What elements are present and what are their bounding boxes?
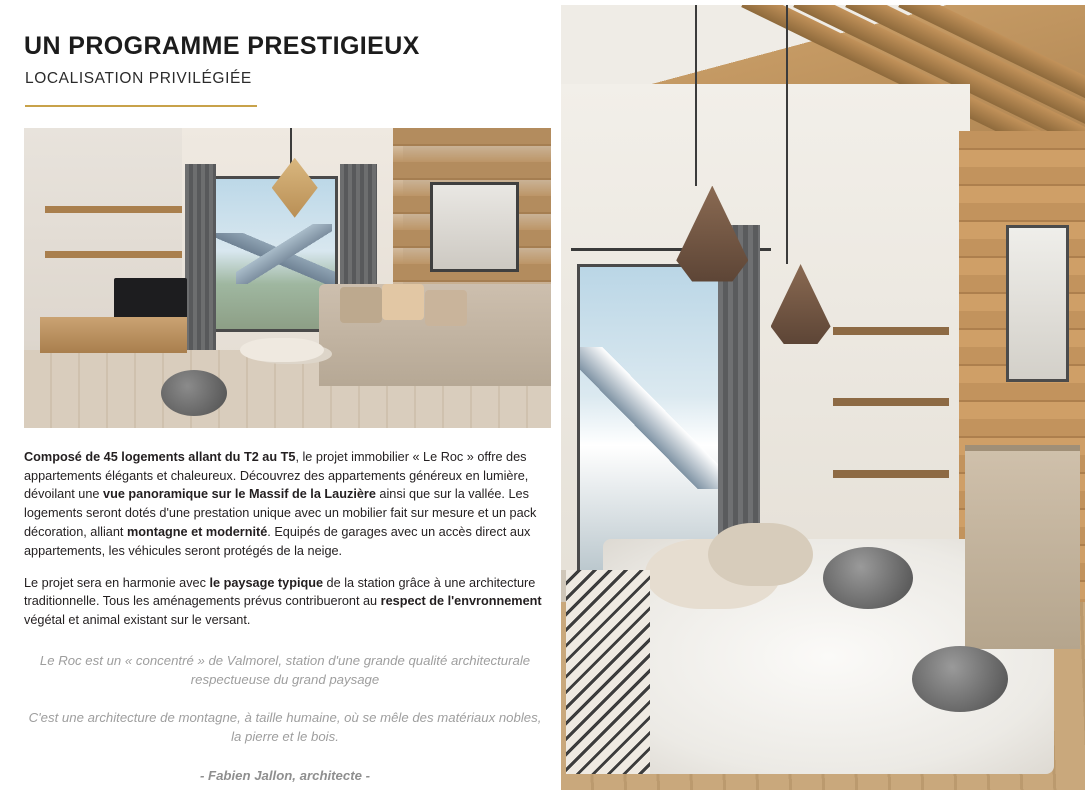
right-window-mountain: [580, 347, 721, 489]
photo-mountain-near: [236, 224, 332, 284]
gold-divider: [25, 105, 257, 107]
paragraph-two: [24, 574, 546, 630]
right-pendant-wire: [695, 5, 697, 186]
right-shelf: [833, 470, 948, 478]
right-pendant-wire: [786, 5, 788, 264]
right-side-table: [708, 523, 813, 586]
page-title: UN PROGRAMME PRESTIGIEUX: [24, 32, 420, 60]
photo-coffee-table: [240, 338, 324, 362]
right-shelf: [833, 398, 948, 406]
photo-wall-shelf-lower: [45, 251, 182, 258]
page-subtitle: LOCALISATION PRIVILÉGIÉE: [25, 69, 252, 87]
p1-bold2: montagne et modernité: [126, 524, 268, 539]
architect-quotes: [24, 652, 546, 786]
photo-cushion: [340, 287, 382, 323]
p2-bold2: respect de l'envronnement: [380, 594, 542, 609]
photo-sideboard: [40, 317, 188, 353]
photo-framed-mirror: [430, 182, 520, 272]
p2-bold1: le paysage typique: [209, 575, 324, 590]
p1-part1: , le projet immobilier « Le Roc » offre des appartements élégants et chaleureux. Découvrez des appartements généreux en lumière, dévoilant une: [24, 449, 529, 502]
p1-bold1: vue panoramique sur le Massif de la Lauzière: [103, 487, 376, 502]
p1-part3: . Equipés de garages avec un accès direct aux appartements, les véhicules seront protégés de la neige.: [24, 524, 531, 558]
photo-curtain-left: [185, 164, 217, 380]
right-armchair: [566, 570, 650, 774]
description-text: [24, 448, 546, 630]
photo-pouf: [161, 370, 227, 416]
right-shelf: [833, 327, 948, 335]
photo-cushion: [425, 290, 467, 326]
right-framed-mirror: [1006, 225, 1069, 382]
quote-one: Le Roc est un « concentré » de Valmorel, station d'une grande qualité architecturale respectueuse du grand paysage: [39, 652, 531, 687]
p2-part2: de la station grâce à une architecture traditionnelle. Tous les aménagements prévus contribueront au: [24, 575, 536, 609]
photo-wall-shelf-upper: [45, 206, 182, 213]
p1-part2: ainsi que sur la vallée. Les logements seront dotés d'une prestation unique avec un mobilier fait sur mesure et un pack décoration, alliant: [24, 487, 537, 539]
right-cabinet: [965, 445, 1080, 649]
quote-author: - Fabien Jallon, architecte -: [199, 767, 370, 783]
quote-two: C'est une architecture de montagne, à taille humaine, où se mêle des matériaux nobles, la pierre et le bois.: [28, 710, 542, 745]
right-corner-shelves: [833, 327, 948, 515]
p2-part3: végétal et animal existant sur le versant.: [24, 613, 251, 628]
right-window: [577, 264, 724, 578]
p2-part1: Le projet sera en harmonie avec: [24, 575, 210, 590]
right-pouf: [912, 646, 1008, 712]
interior-photo-right: [561, 5, 1085, 790]
paragraph-one: [24, 448, 546, 561]
photo-pendant-wire: [290, 128, 292, 164]
lead-bold: Composé de 45 logements allant du T2 au T5: [24, 449, 296, 464]
interior-photo-left: [24, 128, 551, 428]
photo-cushion: [382, 284, 424, 320]
